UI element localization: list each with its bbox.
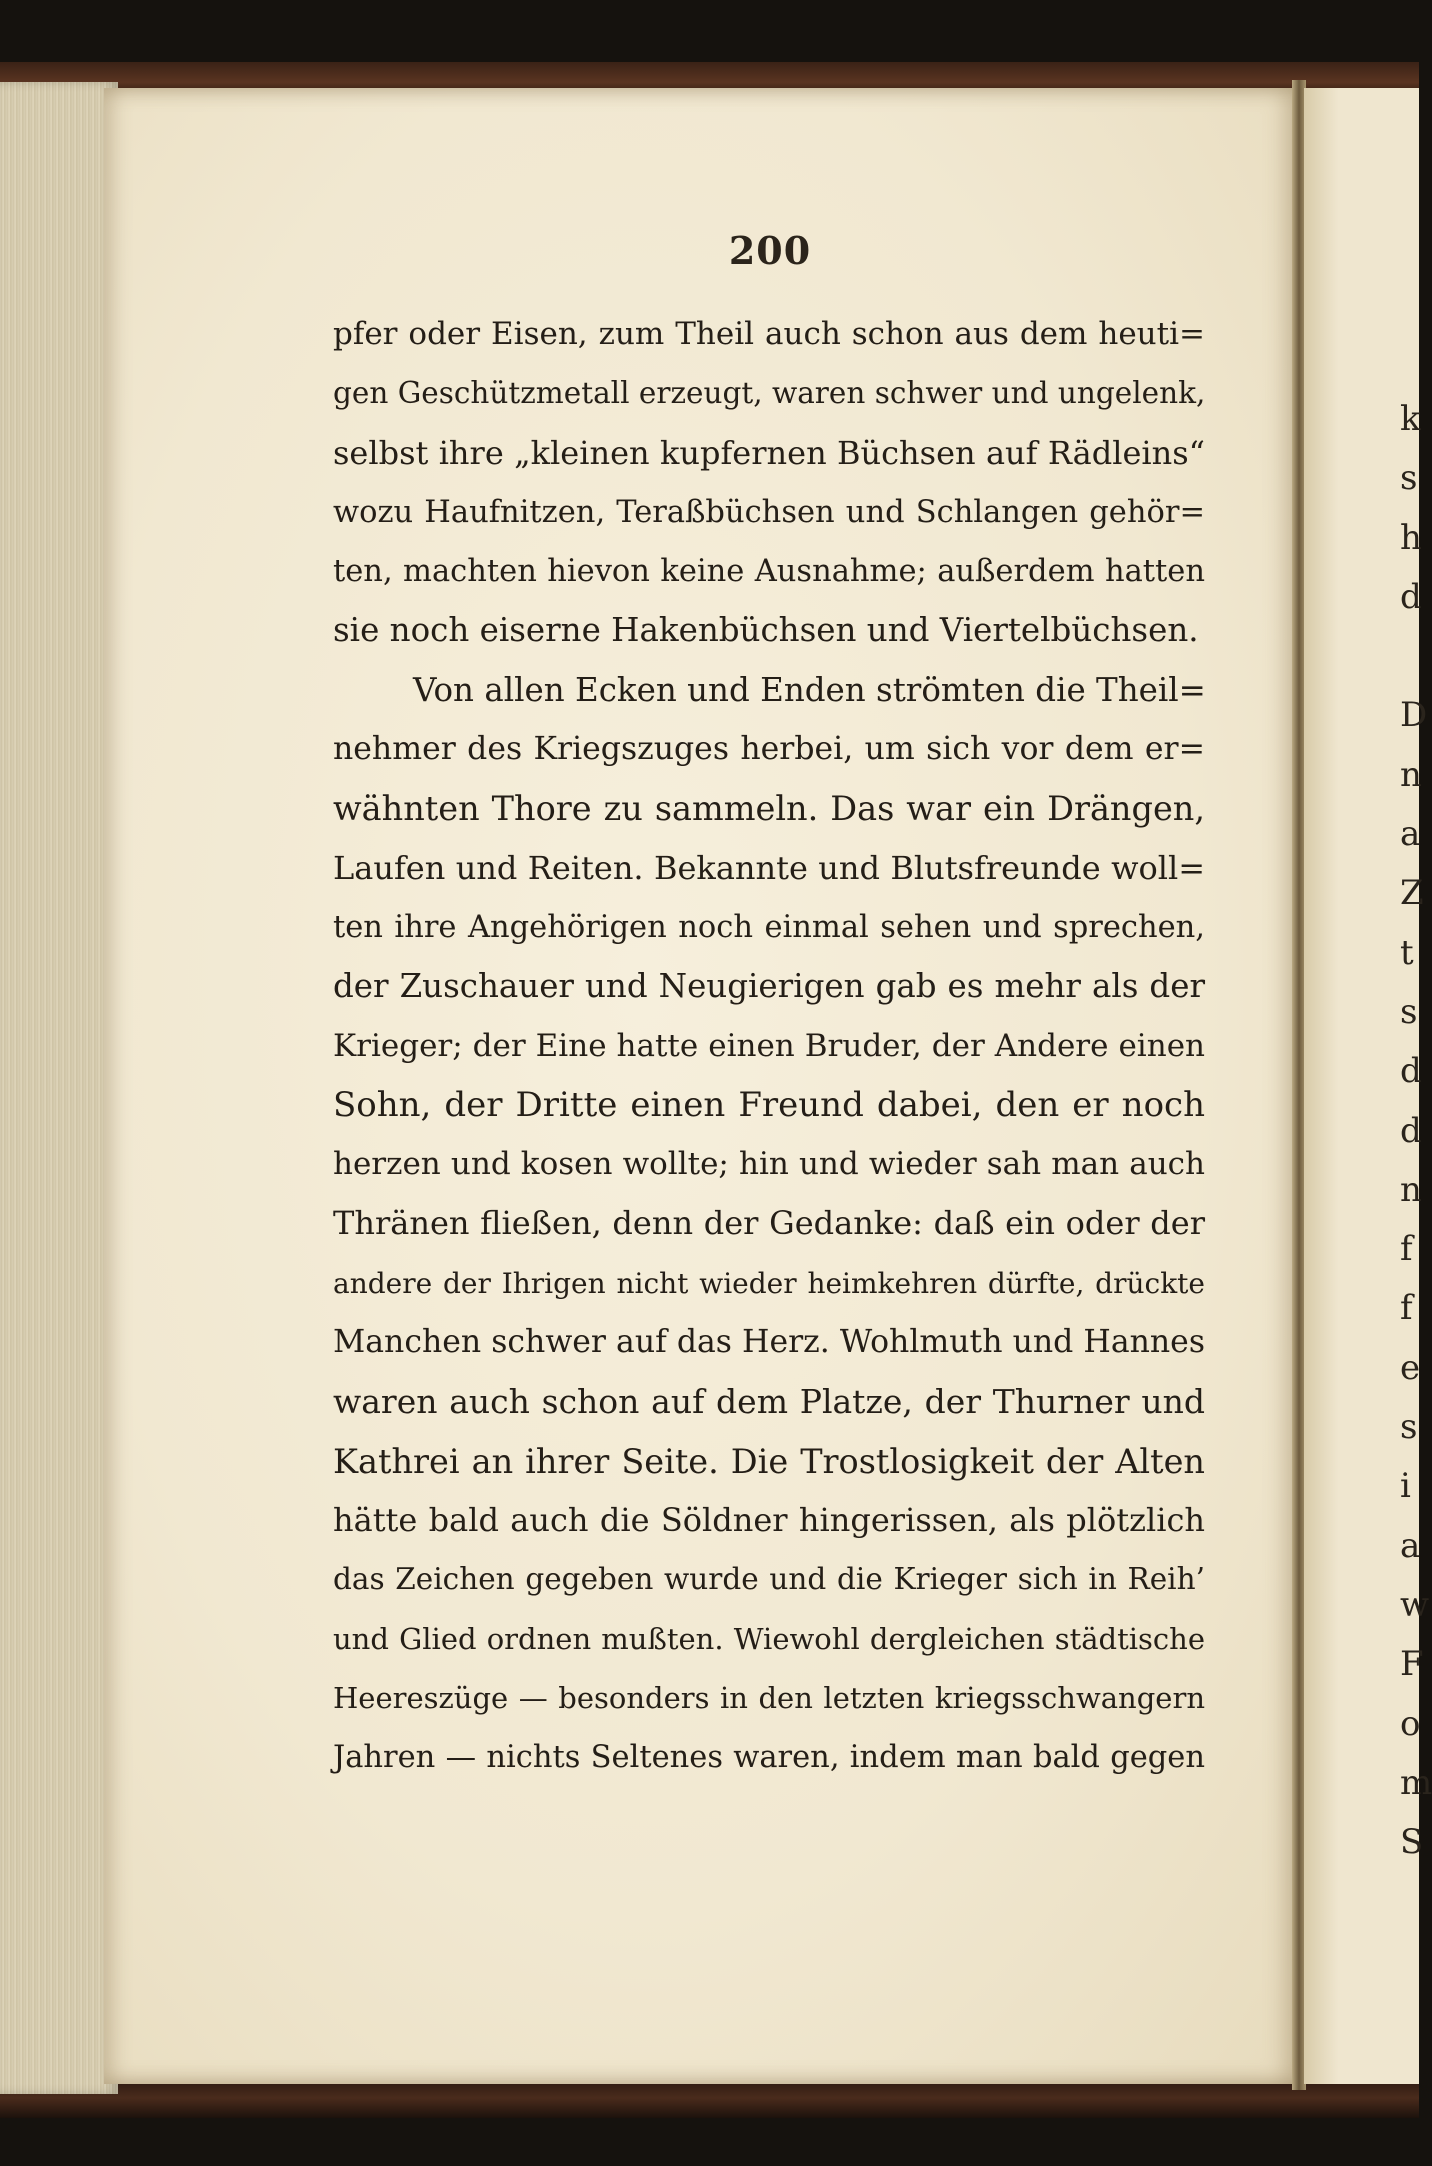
text-line: Laufen und Reiten. Bekannte und Blutsfreunde woll=: [333, 848, 1205, 887]
text-line: Krieger; der Eine hatte einen Bruder, der Andere einen: [333, 1027, 1205, 1064]
book-cover-bottom: [0, 2078, 1419, 2118]
text-line: pfer oder Eisen, zum Theil auch schon aus dem heuti=: [333, 316, 1205, 352]
text-line: andere der Ihrigen nicht wieder heimkehren dürfte, drückte: [333, 1266, 1205, 1300]
text-line: der Zuschauer und Neugierigen gab es mehr als der: [333, 967, 1205, 1006]
right-page-line-fragment: d: [1400, 576, 1422, 617]
text-line: nehmer des Kriegszuges herbei, um sich vor dem er=: [333, 731, 1205, 768]
right-page-line-fragment: s: [1400, 991, 1418, 1032]
right-page-line-fragment: [1400, 627, 1432, 686]
right-page-line-fragment: f: [1400, 1288, 1413, 1329]
right-page-edge: [1304, 88, 1432, 2084]
text-line: herzen und kosen wollte; hin und wieder sah man auch: [333, 1146, 1205, 1183]
text-line: Kathrei an ihrer Seite. Die Trostlosigkeit der Alten: [333, 1441, 1205, 1481]
right-page-line-fragment: s: [1400, 1407, 1418, 1448]
text-line: Sohn, der Dritte einen Freund dabei, den er noch: [333, 1084, 1205, 1125]
right-page-line-fragment: n: [1400, 1169, 1422, 1210]
right-page-line-fragment: f: [1400, 1229, 1413, 1270]
text-line: Manchen schwer auf das Herz. Wohlmuth und Hannes: [333, 1324, 1205, 1361]
right-page-line-fragment: w: [1400, 1584, 1430, 1625]
right-page-text: [1400, 390, 1432, 1872]
text-line: ten, machten hievon keine Ausnahme; außerdem hatten: [333, 554, 1205, 590]
right-page-line-fragment: Z: [1400, 873, 1424, 914]
page-body-text: [333, 305, 1205, 1787]
text-line: wähnten Thore zu sammeln. Das war ein Drängen,: [333, 789, 1205, 829]
text-line: wozu Haufnitzen, Teraßbüchsen und Schlangen gehör=: [333, 494, 1205, 530]
right-page-line-fragment: D: [1400, 695, 1428, 736]
text-line: sie noch eiserne Hakenbüchsen und Viertelbüchsen.: [333, 611, 1199, 650]
right-page-line-fragment: h: [1400, 517, 1422, 558]
right-page-line-fragment: n: [1400, 754, 1422, 795]
right-page-line-fragment: F: [1400, 1644, 1424, 1685]
right-page-line-fragment: d: [1400, 1110, 1422, 1151]
right-page-line-fragment: m: [1400, 1762, 1432, 1803]
right-page-line-fragment: a: [1400, 814, 1421, 855]
right-page-line-fragment: a: [1400, 1525, 1421, 1566]
page-number: 200: [728, 228, 812, 273]
right-page-line-fragment: o: [1400, 1703, 1421, 1744]
text-line: waren auch schon auf dem Platze, der Thurner und: [333, 1382, 1205, 1422]
text-line: hätte bald auch die Söldner hingerissen, als plötzlich: [333, 1500, 1205, 1539]
right-page-line-fragment: s: [1400, 458, 1418, 499]
text-line: Jahren — nichts Seltenes waren, indem man bald gegen: [333, 1740, 1205, 1776]
right-page-line-fragment: i: [1400, 1466, 1411, 1507]
text-line: selbst ihre „kleinen kupfernen Büchsen auf Rädleins“: [333, 433, 1205, 472]
text-line: Von allen Ecken und Enden strömten die Theil=: [413, 670, 1206, 709]
right-page-line-fragment: S: [1400, 1822, 1424, 1863]
text-line: Heereszüge — besonders in den letzten kriegsschwangern: [333, 1680, 1205, 1715]
page-edges: [0, 82, 118, 2094]
text-line: Thränen fließen, denn der Gedanke: daß ein oder der: [333, 1204, 1205, 1243]
right-page-line-fragment: d: [1400, 1051, 1422, 1092]
right-page-line-fragment: k: [1400, 399, 1421, 439]
text-line: und Glied ordnen mußten. Wiewohl dergleichen städtische: [333, 1621, 1205, 1656]
text-line: ten ihre Angehörigen noch einmal sehen und sprechen,: [333, 909, 1205, 945]
right-page-line-fragment: e: [1400, 1347, 1421, 1388]
text-line: das Zeichen gegeben wurde und die Krieger sich in Reih’: [333, 1562, 1205, 1597]
text-line: gen Geschützmetall erzeugt, waren schwer und ungelenk,: [333, 376, 1206, 411]
right-page-line-fragment: t: [1400, 932, 1414, 973]
